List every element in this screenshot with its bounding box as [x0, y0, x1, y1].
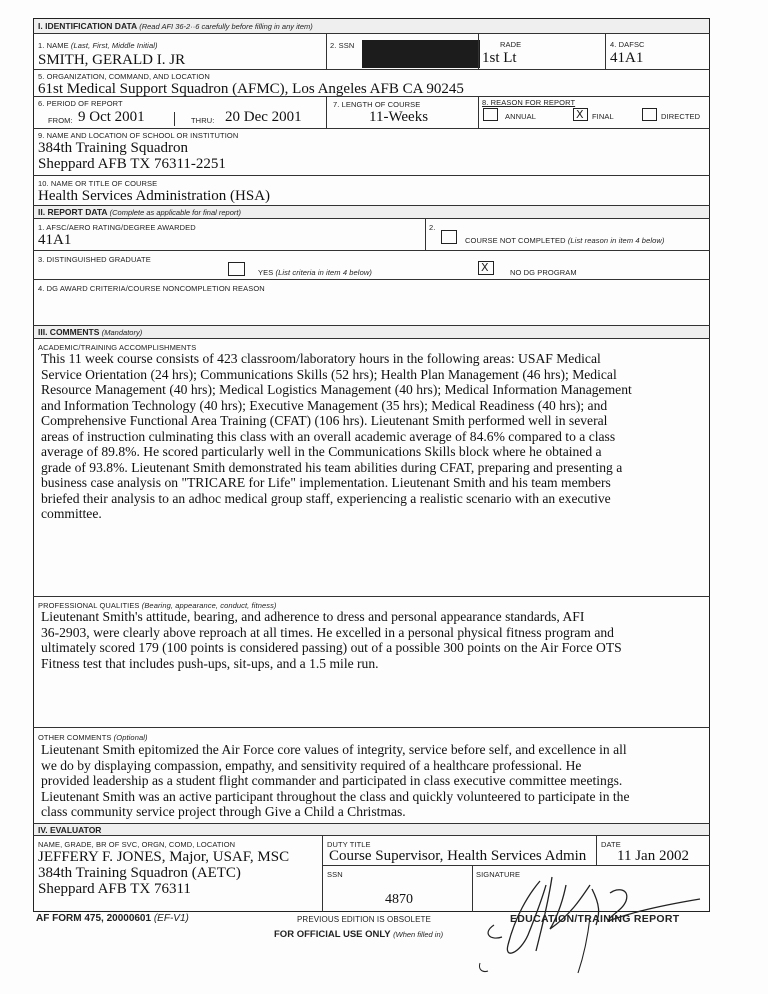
dafsc-label: 4. DAFSC [610, 40, 645, 49]
period-label: 6. PERIOD OF REPORT [38, 99, 123, 108]
report-title: EDUCATION/TRAINING REPORT [510, 913, 680, 925]
ssn-redaction [362, 40, 480, 68]
afsc-label: 1. AFSC/AERO RATING/DEGREE AWARDED [38, 223, 196, 232]
annual-checkbox[interactable] [483, 108, 498, 121]
organization-label: 5. ORGANIZATION, COMMAND, AND LOCATION [38, 72, 210, 81]
school-line-2: Sheppard AFB TX 76311-2251 [38, 156, 226, 172]
duty-title: Course Supervisor, Health Services Admin [329, 848, 587, 864]
final-label: FINAL [592, 112, 614, 121]
academic-label: ACADEMIC/TRAINING ACCOMPLISHMENTS [38, 343, 197, 352]
dg-yes-checkbox[interactable] [228, 262, 245, 276]
annual-label: ANNUAL [505, 112, 537, 121]
evaluator-ssn-label: SSN [327, 870, 343, 879]
section-2-heading: II. REPORT DATA (Complete as applicable for final report) [38, 207, 241, 217]
evaluator-ssn: 4870 [385, 892, 413, 907]
course-not-completed-label: COURSE NOT COMPLETED (List reason in item 4 below) [465, 236, 665, 245]
criteria-label: 4. DG AWARD CRITERIA/COURSE NONCOMPLETION REASON [38, 284, 265, 293]
evaluator-name: JEFFERY F. JONES, Major, USAF, MSC [38, 849, 290, 865]
form-id: AF FORM 475, 20000601 (EF-V1) [36, 913, 189, 924]
final-check-mark: X [576, 108, 584, 121]
course-not-completed-checkbox[interactable] [441, 230, 457, 244]
signature-label: SIGNATURE [476, 870, 521, 879]
from-value: 9 Oct 2001 [78, 109, 145, 125]
previous-edition-note: PREVIOUS EDITION IS OBSOLETE [297, 915, 431, 924]
duty-title-label: DUTY TITLE [327, 840, 371, 849]
evaluator-name-label: NAME, GRADE, BR OF SVC, ORGN, COMD, LOCATION [38, 840, 236, 849]
directed-checkbox[interactable] [642, 108, 657, 121]
dg-yes-label: YES (List criteria in item 4 below) [258, 268, 372, 277]
organization-value: 61st Medical Support Squadron (AFMC), Los Angeles AFB CA 90245 [38, 81, 464, 97]
school-line-1: 384th Training Squadron [38, 140, 189, 156]
academic-text: This 11 week course consists of 423 classroom/laboratory hours in the following areas: USAF Medical Service Orientation (24 hrs); Communications Skills (52 hrs); Health Plan Management (46 hrs); Medical Resource Management (40 hrs); Medical Logistics Management (40 hrs); Medical Information Management and Information Technology (40 hrs); Executive Management (35 hrs); Medical Readiness (40 hrs); and Comprehensive Functional Area Training (CFAT) (106 hrs). Lieutenant Smith performed well in several areas of instruction culminating this class with an overall academic average of 84.6% compared to a class average of 89.8%. He scored particularly well in the Communications Skills block where he obtained a grade of 93.8%. Lieutenant Smith demonstrated his team abilities during CFAT, preparing and presenting a business case analysis on "TRICARE for Life" implementation. Lieutenant Smith and his team members briefed their analysis to an adhoc medical group staff, experiencing a realistic scenario with an executive committee. [41, 351, 632, 521]
dg-label: 3. DISTINGUISHED GRADUATE [38, 255, 151, 264]
professional-text: Lieutenant Smith's attitude, bearing, and adherence to dress and personal appearance standards, AFI 36-2903, were clearly above reproach at all times. He excelled in a personal physical fitness program and ultimately scored 179 (100 points is considered passing) out of a possible 300 points on the Air Force OTS Fitness test that includes push-ups, sit-ups, and a 1.5 mile run. [41, 609, 622, 671]
directed-label: DIRECTED [661, 112, 701, 121]
date-label: DATE [601, 840, 621, 849]
item-2-label: 2. [429, 223, 436, 232]
date-value: 11 Jan 2002 [617, 848, 689, 864]
reason-label: 8. REASON FOR REPORT [482, 98, 576, 107]
section-4-heading: IV. EVALUATOR [38, 825, 102, 835]
course-label: 10. NAME OR TITLE OF COURSE [38, 179, 158, 188]
evaluator-unit: 384th Training Squadron (AETC) [38, 865, 241, 881]
length-value: 11-Weeks [369, 109, 429, 125]
name-value: SMITH, GERALD I. JR [38, 52, 186, 68]
other-comments-text: Lieutenant Smith epitomized the Air Force core values of integrity, service before self, and excellence in all we do by displaying compassion, empathy, and sensitivity required of a healthcare professional. He provided leadership as a student flight commander and participated in class executive committee meetings. Lieutenant Smith was an active participant throughout the class and quickly volunteered to participate in the class community service project through Give a Child a Christmas. [41, 742, 630, 819]
grade-value: 1st Lt [482, 50, 517, 66]
other-comments-label: OTHER COMMENTS (Optional) [38, 733, 148, 742]
from-label: FROM: [48, 116, 73, 125]
length-label: 7. LENGTH OF COURSE [333, 100, 421, 109]
section-1-heading: I. IDENTIFICATION DATA (Read AFI 36-2··6 carefully before filling in any item) [38, 21, 313, 31]
no-dg-check-mark: X [481, 261, 489, 274]
section-3-heading: III. COMMENTS (Mandatory) [38, 327, 143, 337]
name-label: 1. NAME (Last, First, Middle Initial) [38, 41, 158, 50]
no-dg-label: NO DG PROGRAM [510, 268, 577, 277]
section-4-heading-band [34, 824, 709, 835]
afsc-value: 41A1 [38, 232, 72, 248]
evaluator-location: Sheppard AFB TX 76311 [38, 881, 191, 897]
official-use-note: FOR OFFICIAL USE ONLY (When filled in) [274, 929, 444, 940]
professional-label: PROFESSIONAL QUALITIES (Bearing, appearance, conduct, fitness) [38, 601, 277, 610]
thru-value: 20 Dec 2001 [225, 109, 302, 125]
grade-label: RADE [500, 40, 522, 49]
course-value: Health Services Administration (HSA) [38, 188, 271, 204]
dafsc-value: 41A1 [610, 50, 644, 66]
thru-label: THRU: [191, 116, 215, 125]
school-label: 9. NAME AND LOCATION OF SCHOOL OR INSTITUTION [38, 131, 239, 140]
ssn-label: 2. SSN [330, 41, 355, 50]
